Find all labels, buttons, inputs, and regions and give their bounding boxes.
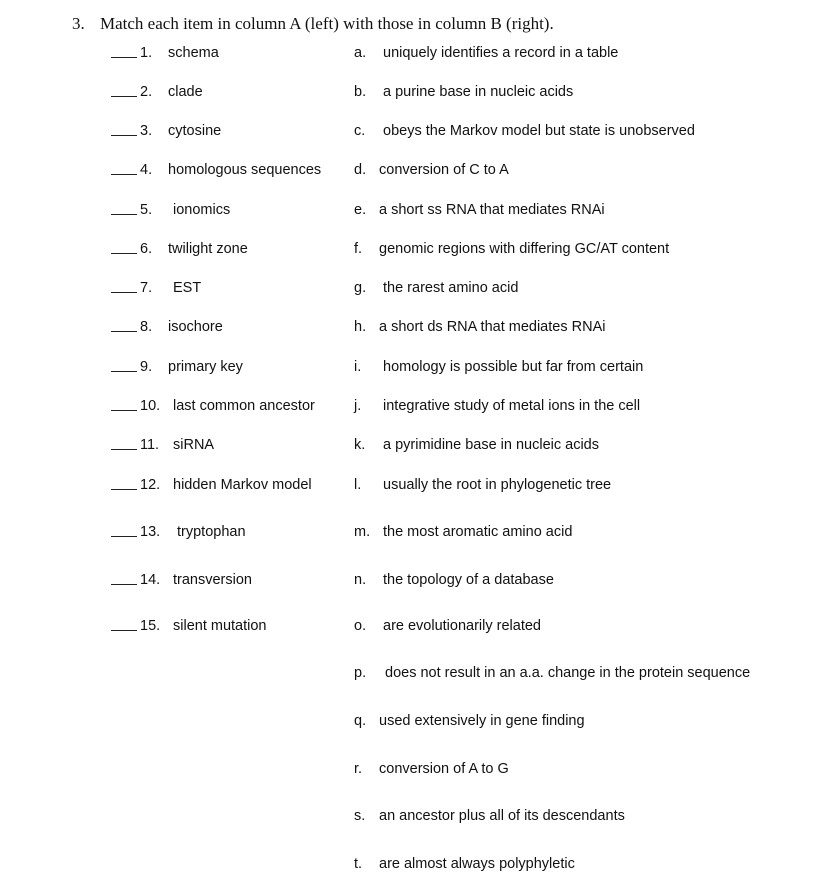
match-row — [0, 853, 828, 875]
column-b-definition: are almost always polyphyletic — [379, 856, 575, 872]
column-a-term: isochore — [168, 319, 223, 335]
answer-blank[interactable] — [111, 57, 137, 58]
column-b-definition: usually the root in phylogenetic tree — [383, 477, 612, 493]
answer-blank[interactable] — [111, 449, 137, 450]
match-row — [0, 710, 828, 732]
column-a-term: twilight zone — [168, 241, 248, 257]
column-a-number: 13. — [140, 524, 161, 540]
column-a-number: 1. — [140, 45, 153, 61]
column-b-letter: e. — [354, 202, 367, 218]
column-a-term: schema — [168, 45, 219, 61]
column-b-definition: a short ds RNA that mediates RNAi — [379, 319, 606, 335]
column-a-term: transversion — [173, 572, 252, 588]
answer-blank[interactable] — [111, 292, 137, 293]
column-a-number: 2. — [140, 84, 153, 100]
column-b-letter: l. — [354, 477, 362, 493]
answer-blank[interactable] — [111, 135, 137, 136]
column-b-letter: d. — [354, 162, 367, 178]
column-b-letter: f. — [354, 241, 363, 257]
column-b-letter: r. — [354, 761, 363, 777]
column-a-number: 5. — [140, 202, 153, 218]
question-prompt: Match each item in column A (left) with those in column B (right). — [100, 14, 554, 33]
column-b-definition: the topology of a database — [383, 572, 554, 588]
answer-blank[interactable] — [111, 410, 137, 411]
match-row — [0, 521, 828, 543]
column-b-letter: o. — [354, 618, 367, 634]
column-b-letter: t. — [354, 856, 363, 872]
column-a-term: siRNA — [173, 437, 215, 453]
match-row — [0, 159, 828, 181]
column-a-term: homologous sequences — [168, 162, 322, 178]
column-a-number: 4. — [140, 162, 153, 178]
question-heading — [72, 14, 554, 34]
column-b-definition: an ancestor plus all of its descendants — [379, 808, 625, 824]
column-a-number: 7. — [140, 280, 153, 296]
answer-blank[interactable] — [111, 214, 137, 215]
column-a-term: ionomics — [173, 202, 231, 218]
match-row — [0, 316, 828, 338]
answer-blank[interactable] — [111, 536, 137, 537]
question-number: 3. — [72, 14, 85, 33]
match-row — [0, 238, 828, 260]
column-a-term: hidden Markov model — [173, 477, 312, 493]
column-a-number: 3. — [140, 123, 153, 139]
column-a-number: 15. — [140, 618, 161, 634]
match-row — [0, 758, 828, 780]
column-b-letter: p. — [354, 665, 367, 681]
answer-blank[interactable] — [111, 630, 137, 631]
column-b-letter: b. — [354, 84, 367, 100]
column-b-definition: obeys the Markov model but state is unobserved — [383, 123, 695, 139]
answer-blank[interactable] — [111, 371, 137, 372]
column-a-number: 9. — [140, 359, 153, 375]
match-row — [0, 277, 828, 299]
column-b-definition: the most aromatic amino acid — [383, 524, 573, 540]
answer-blank[interactable] — [111, 489, 137, 490]
answer-blank[interactable] — [111, 174, 137, 175]
column-a-number: 8. — [140, 319, 153, 335]
match-row — [0, 356, 828, 378]
match-row — [0, 615, 828, 637]
match-row — [0, 42, 828, 64]
column-b-definition: integrative study of metal ions in the cell — [383, 398, 641, 414]
column-b-definition: uniquely identifies a record in a table — [383, 45, 619, 61]
column-b-definition: a pyrimidine base in nucleic acids — [383, 437, 599, 453]
column-b-definition: are evolutionarily related — [383, 618, 541, 634]
column-a-number: 6. — [140, 241, 153, 257]
column-a-term: last common ancestor — [173, 398, 315, 414]
column-b-definition: the rarest amino acid — [383, 280, 519, 296]
column-b-definition: conversion of C to A — [379, 162, 509, 178]
column-a-number: 11. — [140, 437, 160, 453]
column-a-number: 12. — [140, 477, 161, 493]
column-b-definition: does not result in an a.a. change in the protein sequence — [385, 665, 751, 681]
match-row — [0, 805, 828, 827]
column-b-letter: i. — [354, 359, 362, 375]
match-row — [0, 569, 828, 591]
column-b-letter: a. — [354, 45, 367, 61]
column-b-letter: s. — [354, 808, 366, 824]
column-b-definition: a short ss RNA that mediates RNAi — [379, 202, 605, 218]
column-a-term: clade — [168, 84, 203, 100]
answer-blank[interactable] — [111, 96, 137, 97]
column-b-letter: m. — [354, 524, 371, 540]
answer-blank[interactable] — [111, 253, 137, 254]
column-a-term: silent mutation — [173, 618, 267, 634]
match-row — [0, 199, 828, 221]
column-b-definition: a purine base in nucleic acids — [383, 84, 574, 100]
column-b-letter: g. — [354, 280, 367, 296]
column-b-letter: h. — [354, 319, 367, 335]
column-b-letter: k. — [354, 437, 366, 453]
column-a-term: cytosine — [168, 123, 222, 139]
column-a-term: EST — [173, 280, 202, 296]
column-b-definition: homology is possible but far from certain — [383, 359, 644, 375]
match-row — [0, 662, 828, 684]
column-a-term: tryptophan — [177, 524, 246, 540]
column-a-term: primary key — [168, 359, 243, 375]
match-row — [0, 395, 828, 417]
column-b-letter: c. — [354, 123, 366, 139]
column-b-definition: conversion of A to G — [379, 761, 509, 777]
column-b-letter: q. — [354, 713, 367, 729]
column-b-letter: j. — [354, 398, 362, 414]
answer-blank[interactable] — [111, 331, 137, 332]
column-a-number: 14. — [140, 572, 161, 588]
match-row — [0, 474, 828, 496]
match-row — [0, 81, 828, 103]
column-b-letter: n. — [354, 572, 367, 588]
column-b-definition: genomic regions with differing GC/AT content — [379, 241, 670, 257]
column-b-definition: used extensively in gene finding — [379, 713, 585, 729]
column-a-number: 10. — [140, 398, 161, 414]
answer-blank[interactable] — [111, 584, 137, 585]
match-row — [0, 434, 828, 456]
match-row — [0, 120, 828, 142]
